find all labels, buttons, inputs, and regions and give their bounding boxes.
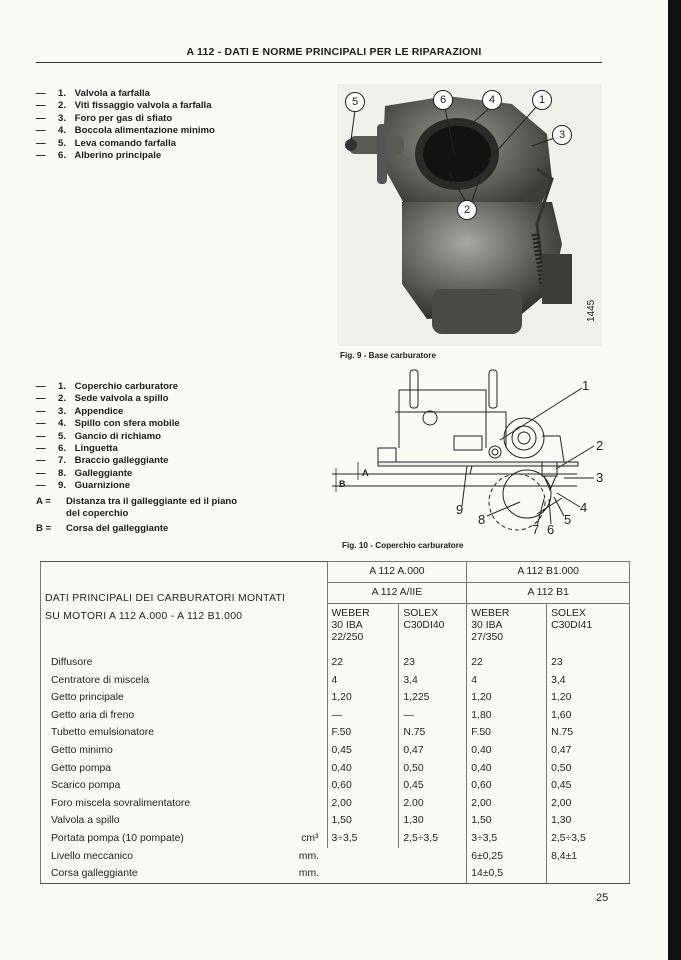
value-weber-b1000: 1,20 [467,689,547,707]
value-solex-a000: 1,225 [399,689,467,707]
table-title: DATI PRINCIPALI DEI CARBURATORI MONTATI SU MOTORI A 112 A.000 - A 112 B1.000 [41,562,328,655]
table-row [41,654,630,672]
value-weber-b1000: 0,40 [467,760,547,778]
legend-item: — 4. Boccola alimentazione minimo [36,125,215,137]
carb-weber-22-250: WEBER 30 IBA 22/250 [327,604,399,655]
table-row [41,848,630,866]
legend-item: — 1. Coperchio carburatore [36,381,179,392]
value-solex-a000: — [399,707,467,725]
legend-item: — 2. Viti fissaggio valvola a farfalla [36,100,212,112]
value-solex-b1000: 1,30 [547,812,630,830]
value-weber-b1000: 6±0,25 [467,848,547,866]
fig9-caption: Fig. 9 - Base carburatore [340,351,437,360]
row-label: Livello meccanico [41,848,295,866]
page-number: 25 [596,892,609,904]
row-label: Centratore di miscela [41,672,295,690]
row-label: Getto principale [41,689,295,707]
label-3: 3 [596,470,604,485]
carb-solex-c30di40: SOLEX C30DI40 [399,604,467,655]
definition-b: B = Corsa del galleggiante [36,523,169,535]
table-row [41,812,630,830]
value-solex-b1000: 2,5÷3,5 [547,830,630,848]
legend-item: — 7. Braccio galleggiante [36,455,169,467]
value-weber-b1000: 22 [467,654,547,672]
engine-header-b1000: A 112 B1.000 [467,562,630,583]
table-row [41,707,630,725]
value-weber-b1000: 0,60 [467,777,547,795]
value-solex-a000: 2.00 [399,795,467,813]
label-1: 1 [582,378,590,393]
value-solex-b1000: 3,4 [547,672,630,690]
callout-5: 5 [345,92,365,112]
value-solex-b1000 [547,865,630,883]
fig10-legend [36,381,237,536]
row-unit [295,760,327,778]
variant-header-b1: A 112 B1 [467,583,630,604]
table-row [41,777,630,795]
value-solex-a000: 3,4 [399,672,467,690]
value-weber-a000: 1,50 [327,812,399,830]
row-label: Diffusore [41,654,295,672]
row-label: Foro miscela sovralimentatore [41,795,295,813]
row-unit [295,672,327,690]
value-weber-a000: 22 [327,654,399,672]
value-solex-a000: 0,50 [399,760,467,778]
callout-2: 2 [457,200,477,220]
figure-code: 1445 [586,299,597,322]
table-row [41,672,630,690]
fig9-legend [36,88,215,162]
page-header: A 112 - DATI E NORME PRINCIPALI PER LE RIPARAZIONI [186,46,482,58]
value-weber-a000: 0,60 [327,777,399,795]
label-b: B [339,479,346,489]
value-weber-b1000: 1,80 [467,707,547,725]
value-weber-b1000: 1,50 [467,812,547,830]
value-weber-a000: 2,00 [327,795,399,813]
value-solex-a000: 0,47 [399,742,467,760]
value-weber-b1000: 2,00 [467,795,547,813]
label-8: 8 [478,512,486,527]
legend-item: — 5. Gancio di richiamo [36,430,162,442]
legend-item: — 5. Leva comando farfalla [36,137,176,149]
float-chamber-cover-diagram [332,366,632,538]
row-unit [295,654,327,672]
callout-1: 1 [532,90,552,110]
row-label: Getto aria di freno [41,707,295,725]
value-solex-b1000: 23 [547,654,630,672]
value-weber-a000: 4 [327,672,399,690]
value-solex-b1000: 8,4±1 [547,848,630,866]
label-7: 7 [532,522,540,537]
label-6: 6 [547,522,555,537]
value-solex-a000 [399,848,467,866]
table-row [41,830,630,848]
legend-item: — 6. Alberino principale [36,150,162,162]
callout-6: 6 [433,90,453,110]
row-unit [295,795,327,813]
value-weber-a000: 3÷3,5 [327,830,399,848]
table-row [41,689,630,707]
legend-item: — 8. Galleggiante [36,467,133,479]
value-weber-b1000: 4 [467,672,547,690]
label-4: 4 [580,500,588,515]
table-row [41,865,630,883]
callout-3: 3 [552,125,572,145]
value-weber-a000: — [327,707,399,725]
legend-item: — 3. Appendice [36,405,124,417]
value-solex-a000 [399,865,467,883]
value-weber-a000 [327,865,399,883]
table-body [41,654,630,883]
row-unit [295,707,327,725]
carburetor-data-table [40,561,630,884]
value-weber-b1000: 14±0,5 [467,865,547,883]
value-weber-b1000: 0,40 [467,742,547,760]
value-solex-b1000: N.75 [547,724,630,742]
value-weber-a000 [327,848,399,866]
row-unit [295,812,327,830]
table-row [41,742,630,760]
value-solex-a000: 23 [399,654,467,672]
row-unit: mm. [295,865,327,883]
row-label: Tubetto emulsionatore [41,724,295,742]
callout-4: 4 [482,90,502,110]
row-unit: cm³ [301,832,319,844]
value-solex-b1000: 0,45 [547,777,630,795]
legend-item: — 3. Foro per gas di sfiato [36,112,173,124]
value-solex-b1000: 1,20 [547,689,630,707]
row-unit [295,777,327,795]
row-label: Scarico pompa [41,777,295,795]
value-solex-b1000: 0,47 [547,742,630,760]
variant-header-a-iie: A 112 A/IIE [327,583,467,604]
value-weber-b1000: F.50 [467,724,547,742]
value-solex-a000: N.75 [399,724,467,742]
row-label: Getto minimo [41,742,295,760]
value-weber-a000: F.50 [327,724,399,742]
legend-item: — 9. Guarnizione [36,480,131,492]
value-solex-b1000: 1,60 [547,707,630,725]
value-weber-a000: 1,20 [327,689,399,707]
row-label: Portata pompa (10 pompate) [41,830,295,848]
carburetor-base-photo [337,84,602,346]
value-weber-a000: 0,45 [327,742,399,760]
value-weber-a000: 0,40 [327,760,399,778]
legend-item: — 4. Spillo con sfera mobile [36,418,180,430]
fig10-caption: Fig. 10 - Coperchio carburatore [342,541,464,550]
label-9: 9 [456,502,464,517]
row-label: Corsa galleggiante [41,865,295,883]
row-label: Valvola a spillo [41,812,295,830]
value-solex-b1000: 0,50 [547,760,630,778]
table-row [41,724,630,742]
legend-item: — 1. Valvola a farfalla [36,88,150,99]
value-solex-a000: 1,30 [399,812,467,830]
label-a: A [362,468,369,478]
row-unit: mm. [298,850,319,862]
cover-line-drawing [332,366,632,538]
label-5: 5 [564,512,572,527]
value-solex-a000: 2,5÷3,5 [399,830,467,848]
legend-item: — 6. Linguetta [36,443,118,455]
row-label: Getto pompa [41,760,295,778]
legend-item: — 2. Sede valvola a spillo [36,393,169,405]
value-solex-a000: 0,45 [399,777,467,795]
carb-solex-c30di41: SOLEX C30DI41 [547,604,630,655]
row-unit [295,742,327,760]
header-divider [36,62,602,63]
table-row [41,795,630,813]
engine-header-a000: A 112 A.000 [327,562,467,583]
label-2: 2 [596,438,604,453]
value-weber-b1000: 3÷3,5 [467,830,547,848]
row-unit [295,689,327,707]
row-unit [295,724,327,742]
table-row [41,760,630,778]
value-solex-b1000: 2,00 [547,795,630,813]
definition-a: A = Distanza tra il galleggiante ed il piano del coperchio [36,495,238,520]
carb-weber-27-350: WEBER 30 IBA 27/350 [467,604,547,655]
